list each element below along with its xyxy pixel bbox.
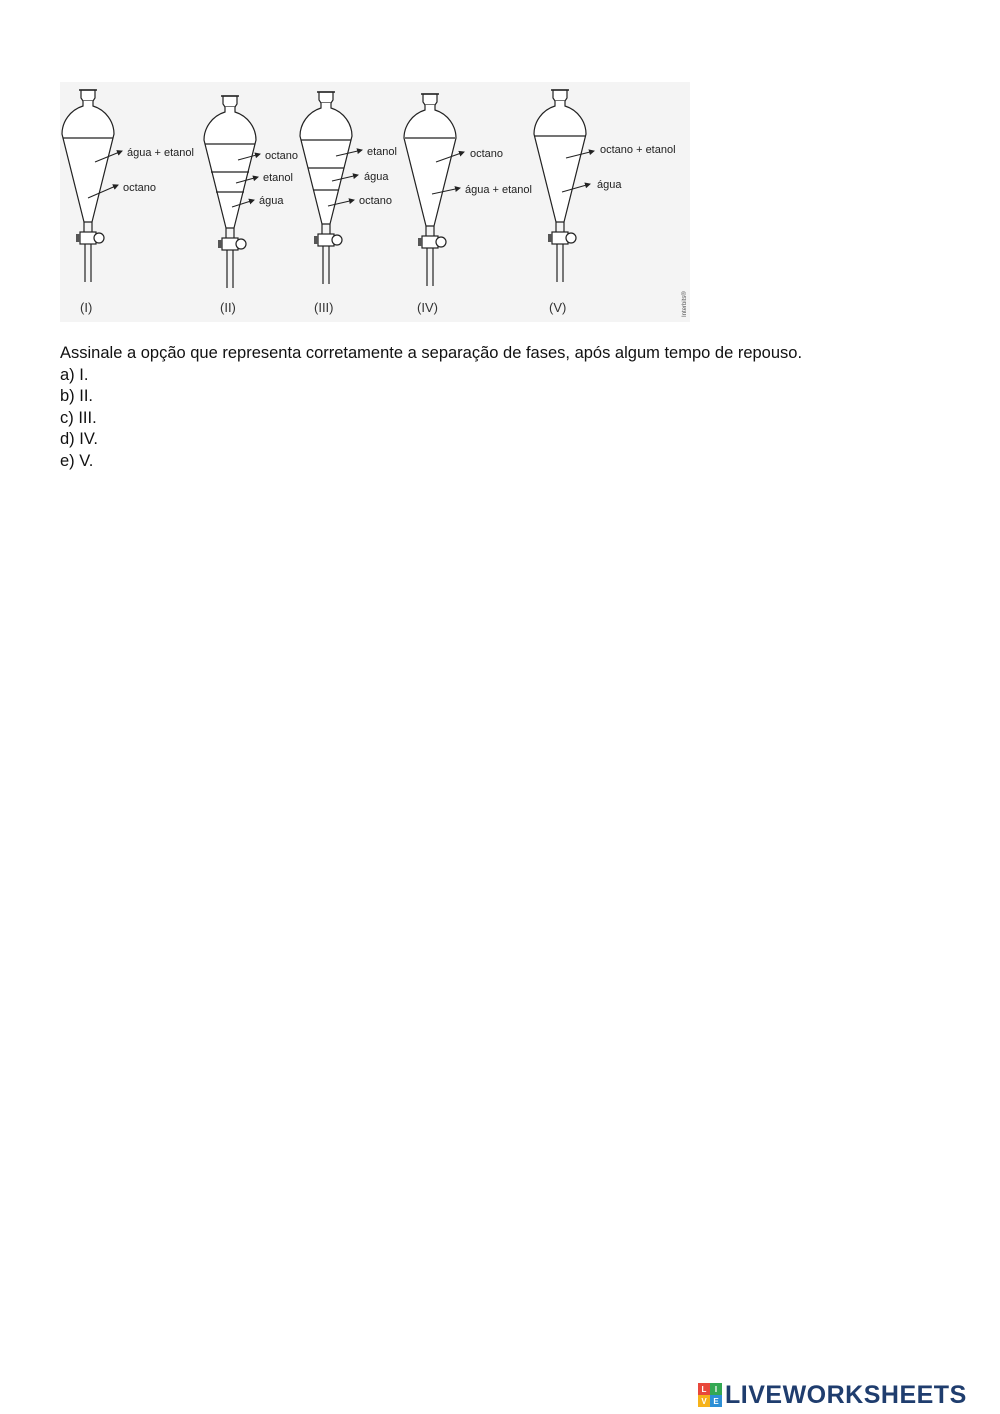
logo-tile: E [710,1395,722,1407]
funnel-4 [404,94,532,315]
logo-tile: V [698,1395,710,1407]
funnel-1-label-top: água + etanol [127,147,194,159]
funnel-3-label-top: etanol [367,146,397,158]
liveworksheets-brand [698,1381,967,1409]
funnel-3-label-middle: água [364,171,389,183]
funnel-5 [534,90,676,315]
funnel-1 [62,90,194,315]
funnel-2 [204,96,298,315]
option-a: a) I. [60,365,89,384]
funnel-4-numeral: (IV) [417,300,438,315]
option-c: c) III. [60,408,97,427]
funnel-2-label-top: octano [265,150,299,162]
funnel-2-label-bottom: água [259,195,284,207]
funnel-3-label-bottom: octano [359,195,393,207]
funnel-5-numeral: (V) [549,300,567,315]
option-e: e) V. [60,451,94,470]
funnel-2-numeral: (II) [220,300,236,315]
option-b: b) II. [60,387,94,405]
funnel-3 [300,92,397,315]
funnel-4-label-bottom: água + etanol [465,184,532,196]
brand-name: LIVEWORKSHEETS [725,1380,967,1409]
funnel-1-label-bottom: octano [123,182,157,194]
separatory-funnels-figure [60,82,690,322]
funnel-1-numeral: (I) [80,300,93,315]
option-d: d) IV. [60,430,98,448]
liveworksheets-logo-icon [698,1383,722,1407]
funnel-5-label-bottom: água [597,179,622,191]
question-prompt: Assinale a opção que representa corretamente a separação de fases, após algum tempo de repouso. [60,344,803,362]
funnel-5-label-top: octano + etanol [600,144,676,156]
image-credit: Interbits® [682,291,688,317]
logo-tile: L [698,1383,710,1395]
funnel-4-label-top: octano [470,148,504,160]
logo-tile: I [710,1383,722,1395]
funnel-2-label-middle: etanol [263,172,293,184]
funnels-illustration [60,82,690,322]
funnel-3-numeral: (III) [314,300,334,315]
question-block [60,343,960,472]
